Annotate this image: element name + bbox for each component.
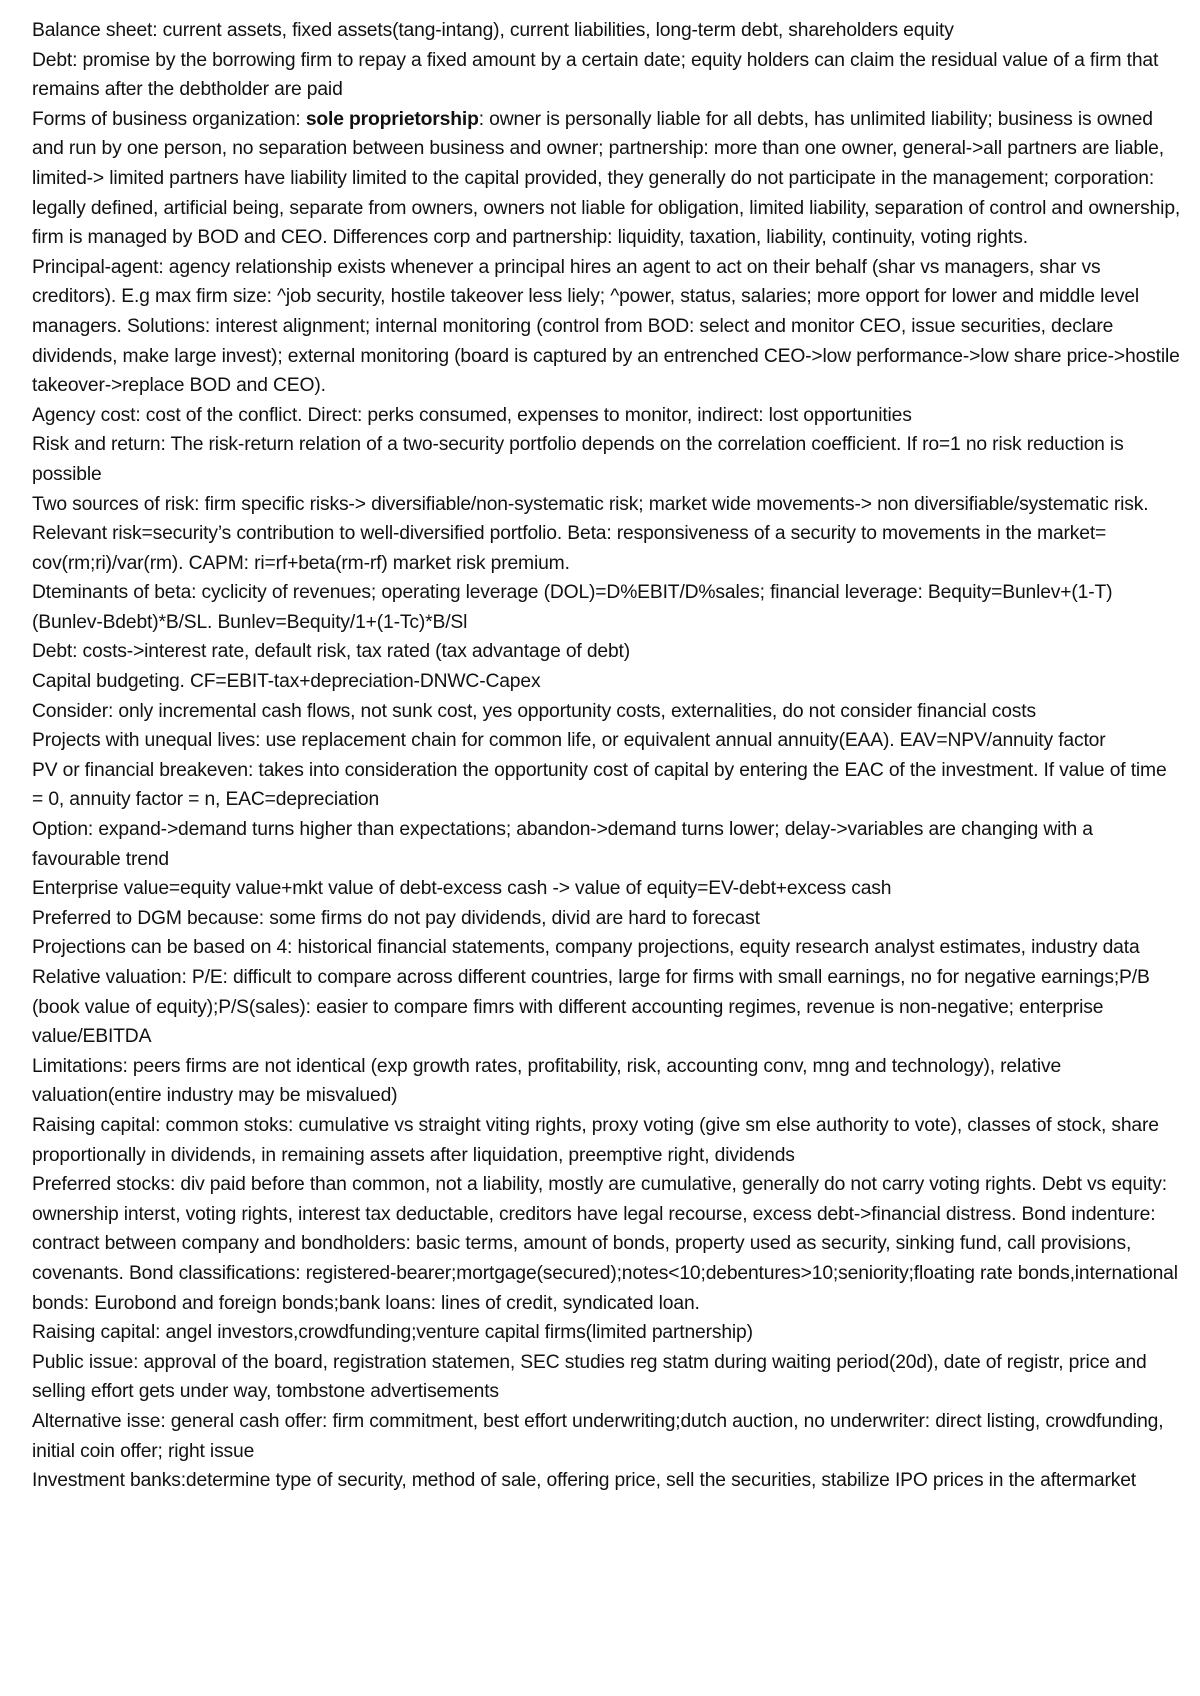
paragraph-balance-sheet: Balance sheet: current assets, fixed assets(tang-intang), current liabilities, long-term debt, shareholders equity (32, 20, 954, 41)
business-org-lead: Forms of business organization: (32, 108, 306, 130)
paragraph-sources-of-risk: Two sources of risk: firm specific risks-> diversifiable/non-systematic risk; market wide movements-> non diversifiable/systematic risk. Relevant risk=security’s contribution to well-diversified portfolio. Beta: responsiveness of a security to movements in the market= cov(rm;ri)/var(rm). CAPM: ri=rf+beta(rm-rf) market risk premium. (32, 493, 1149, 574)
paragraph-beta-determinants: Dteminants of beta: cyclicity of revenues; operating leverage (DOL)=D%EBIT/D%sales; financial leverage: Bequity=Bunlev+(1-T)(Bunlev-Bdebt)*B/SL. Bunlev=Bequity/1+(1-Tc)*B/Sl (32, 582, 1113, 633)
paragraph-capital-budgeting: Capital budgeting. CF=EBIT-tax+depreciation-DNWC-Capex (32, 671, 541, 693)
paragraph-risk-return: Risk and return: The risk-return relation of a two-security portfolio depends on the correlation coefficient. If ro=1 no risk reduction is possible (32, 434, 1124, 485)
paragraph-options: Option: expand->demand turns higher than expectations; abandon->demand turns lower; delay->variables are changing with a favourable trend (32, 819, 1093, 870)
paragraph-principal-agent: Principal-agent: agency relationship exists whenever a principal hires an agent to act on their behalf (shar vs managers, shar vs creditors). E.g max firm size: ^job security, hostile takeover less liely; ^power, status, salaries; more opport for lower and middle level managers. Solutions: interest alignment; internal monitoring (control from BOD: select and monitor CEO, issue securities, declare dividends, make large invest); external monitoring (board is captured by an entrenched CEO->low performance->low share price->hostile takeover->replace BOD and CEO). (32, 256, 1180, 397)
paragraph-preferred-to-dgm: Preferred to DGM because: some firms do not pay dividends, divid are hard to forecast (32, 907, 760, 929)
paragraph-limitations: Limitations: peers firms are not identical (exp growth rates, profitability, risk, accounting conv, mng and technology), relative valuation(entire industry may be misvalued) (32, 1055, 1062, 1107)
paragraph-debt: Debt: promise by the borrowing firm to repay a fixed amount by a certain date; equity holders can claim the residual value of a firm that remains after the debtholder are paid (32, 49, 1159, 101)
paragraph-unequal-lives: Projects with unequal lives: use replacement chain for common life, or equivalent annual annuity(EAA). EAV=NPV/annuity factor (32, 730, 1106, 752)
paragraph-financial-breakeven: PV or financial breakeven: takes into consideration the opportunity cost of capital by entering the EAC of the investment. If value of time = 0, annuity factor = n, EAC=depreciation (32, 759, 1167, 811)
paragraph-alternative-issue: Alternative isse: general cash offer: firm commitment, best effort underwriting;dutch auction, no underwriter: direct listing, crowdfunding, initial coin offer; right issue (32, 1410, 1164, 1462)
business-org-rest: : owner is personally liable for all debts, has unlimited liability; business is owned and run by one person, no separation between business and owner; partnership: more than one owner, general->all partners are liable, limited-> limited partners have liability limited to the capital provided, they generally do not participate in the management; corporation: legally defined, artificial being, separate from owners, owners not liable for obligation, limited liability, separation of control and ownership, firm is managed by BOD and CEO. Differences corp and partnership: liquidity, taxation, liability, continuity, voting rights. (32, 108, 1181, 249)
paragraph-public-issue: Public issue: approval of the board, registration statemen, SEC studies reg statm during waiting period(20d), date of registr, price and selling effort gets under way, tombstone advertisements (32, 1351, 1147, 1403)
paragraph-business-organization (32, 105, 1182, 253)
paragraph-raising-capital: Raising capital: angel investors,crowdfunding;venture capital firms(limited partnership) (32, 1322, 753, 1344)
paragraph-relative-valuation: Relative valuation: P/E: difficult to compare across different countries, large for firms with small earnings, no for negative earnings;P/B (book value of equity);P/S(sales): easier to compare fimrs with different accounting regimes, revenue is non-negative; enterprise value/EBITDA (32, 967, 1150, 1048)
paragraph-investment-banks: Investment banks:determine type of security, method of sale, offering price, sell the securities, stabilize IPO prices in the aftermarket (32, 1470, 1136, 1492)
paragraph-projections: Projections can be based on 4: historical financial statements, company projections, equity research analyst estimates, industry data (32, 937, 1140, 959)
paragraph-enterprise-value: Enterprise value=equity value+mkt value of debt-excess cash -> value of equity=EV-debt+excess cash (32, 878, 892, 900)
paragraph-consider: Consider: only incremental cash flows, not sunk cost, yes opportunity costs, externalities, do not consider financial costs (32, 700, 1036, 722)
paragraph-preferred-stocks: Preferred stocks: div paid before than common, not a liability, mostly are cumulative, generally do not carry voting rights. Debt vs equity: ownership interst, voting rights, interest tax deductable, creditors have legal recourse, excess debt->financial distress. Bond indenture: contract between company and bondholders: basic terms, amount of bonds, property used as security, sinking fund, call provisions, covenants. Bond classifications: registered-bearer;mortgage(secured);notes<10;debentures>10;seniority;floating rate bonds,international bonds: Eurobond and foreign bonds;bank loans: lines of credit, syndicated loan. (32, 1174, 1178, 1314)
paragraph-agency-cost: Agency cost: cost of the conflict. Direct: perks consumed, expenses to monitor, indirect: lost opportunities (32, 404, 912, 426)
business-org-bold-term: sole proprietorship (305, 108, 479, 130)
paragraph-common-stocks: Raising capital: common stoks: cumulative vs straight viting rights, proxy voting (give sm else authority to vote), classes of stock, share proportionally in dividends, in remaining assets after liquidation, preemptive right, dividends (32, 1114, 1159, 1166)
paragraph-debt-costs: Debt: costs->interest rate, default risk, tax rated (tax advantage of debt) (32, 641, 631, 663)
notes-page (32, 16, 1182, 1496)
